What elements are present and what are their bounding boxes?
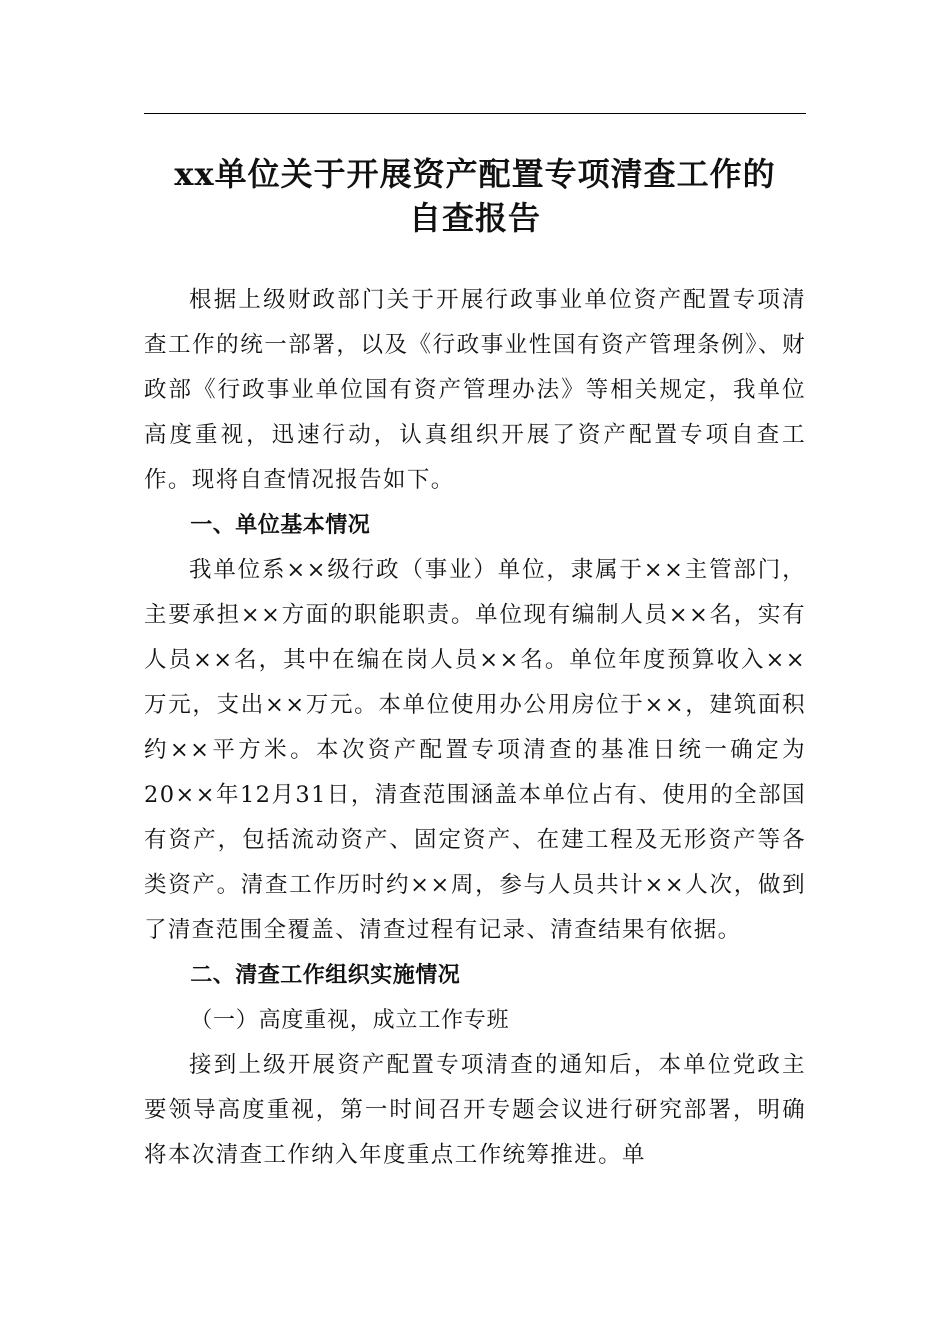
document-title	[144, 152, 806, 240]
document-body	[144, 278, 806, 1178]
section-2-heading: 二、清查工作组织实施情况	[190, 963, 461, 988]
header-rule	[144, 113, 806, 114]
intro-paragraph: 根据上级财政部门关于开展行政事业单位资产配置专项清查工作的统一部署，以及《行政事业性国有资产管理条例》、财政部《行政事业单位国有资产管理办法》等相关规定，我单位高度重视，迅速行动，认真组织开展了资产配置专项自查工作。现将自查情况报告如下。	[144, 287, 806, 493]
title-line-2: 自查报告	[408, 199, 541, 237]
section-1-paragraph: 我单位系××级行政（事业）单位，隶属于××主管部门，主要承担××方面的职能职责。单位现有编制人员××名，实有人员××名，其中在编在岗人员××名。单位年度预算收入××万元，支出××万元。本单位使用办公用房位于××，建筑面积约××平方米。本次资产配置专项清查的基准日统一确定为20××年12月31日，清查范围涵盖本单位占有、使用的全部国有资产，包括流动资产、固定资产、在建工程及无形资产等各类资产。清查工作历时约××周，参与人员共计××人次，做到了清查范围全覆盖、清查过程有记录、清查结果有依据。	[144, 557, 806, 943]
subsection-1-paragraph: 接到上级开展资产配置专项清查的通知后，本单位党政主要领导高度重视，第一时间召开专题会议进行研究部署，明确将本次清查工作纳入年度重点工作统筹推进。单	[144, 1052, 806, 1168]
subsection-1-heading: （一）高度重视，成立工作专班	[190, 1008, 510, 1033]
section-1-heading: 一、单位基本情况	[190, 513, 371, 538]
title-line-1: xx单位关于开展资产配置专项清查工作的	[174, 155, 776, 193]
